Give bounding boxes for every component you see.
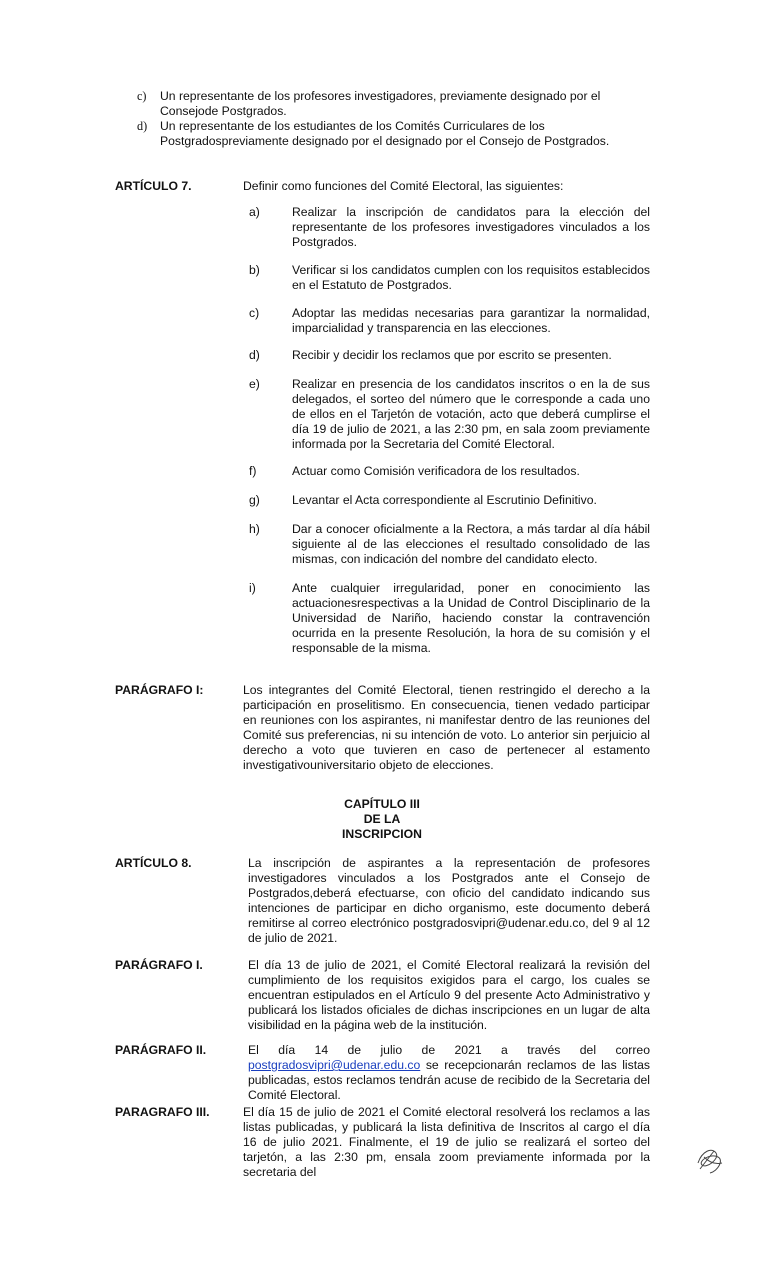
chapter-title: CAPÍTULO III <box>344 797 420 811</box>
list-item-text: Realizar la inscripción de candidatos para la elección del representante de los profesores investigadores vinculados a los Postgrados. <box>292 205 650 249</box>
article-7-label: ARTÍCULO 7. <box>115 179 192 193</box>
list-item-text: Verificar si los candidatos cumplen con los requisitos establecidos en el Estatuto de Postgrados. <box>292 263 650 292</box>
list-item-text: Actuar como Comisión verificadora de los resultados. <box>292 464 580 478</box>
signature-icon <box>694 1143 726 1177</box>
list-item-text: Un representante de los estudiantes de los Comités Curriculares de los Postgradospreviamente designado por el designado por el Consejo de Postgrados. <box>160 119 610 148</box>
paragrafo-i-label: PARÁGRAFO I: <box>115 683 204 697</box>
article-8-label: ARTÍCULO 8. <box>115 856 192 870</box>
list-marker: d) <box>137 119 148 133</box>
list-marker: f) <box>249 464 257 478</box>
list-item-text: Recibir y decidir los reclamos que por escrito se presenten. <box>292 348 612 362</box>
list-marker: c) <box>249 306 260 320</box>
article-7-intro: Definir como funciones del Comité Electoral, las siguientes: <box>243 179 564 193</box>
email-link[interactable]: postgradosvipri@udenar.edu.co <box>248 1058 421 1072</box>
paragrafo-i-text: Los integrantes del Comité Electoral, tienen restringido el derecho a la participación en proselitismo. En consecuencia, tienen vedado participar en reuniones con los aspirantes, ni manifestar dentro de las reuniones del Comité sus preferencias, ni su intención de voto. Lo anterior sin perjuicio al derecho a voto que tuvieren en caso de pertenecer al estamento investigativouniversitario objeto de elecciones. <box>243 683 650 772</box>
paragrafo-2-line1: El día 14 de julio de 2021 a través del correo <box>248 1043 650 1057</box>
list-marker: g) <box>249 493 260 507</box>
paragrafo-1-text: El día 13 de julio de 2021, el Comité Electoral realizará la revisión del cumplimiento de los requisitos exigidos para el cargo, los cuales se encuentran estipulados en el Artículo 9 del presente Acto Administrativo y publicará los listados oficiales de dichas inscripciones en un lugar de alta visibilidad en la página web de la institución. <box>248 958 650 1032</box>
article-8-text: La inscripción de aspirantes a la representación de profesores investigadores vinculados a los Postgrados ante el Consejo de Postgrados,deberá efectuarse, con oficio del candidato indicando sus intenciones de participar en dicho organismo, este documento deberá remitirse al correo electrónico postgradosvipri@udenar.edu.co, del 9 al 12 de julio de 2021. <box>248 856 650 945</box>
list-item-text: Adoptar las medidas necesarias para garantizar la normalidad, imparcialidad y transparencia en las elecciones. <box>292 306 650 335</box>
list-item-text: Ante cualquier irregularidad, poner en conocimiento las actuacionesrespectivas a la Unidad de Control Disciplinario de la Universidad de Nariño, haciendo constar la contravención ocurrida en la presente Resolución, la hora de su comisión y el responsable de la misma. <box>292 581 650 655</box>
list-marker: c) <box>137 89 147 103</box>
paragrafo-2-label: PARÁGRAFO II. <box>115 1043 207 1057</box>
paragrafo-2-rest: se recepcionarán reclamos de las listas publicadas, estos reclamos tendrán acuse de recibido de la Secretaria del Comité Electoral. <box>248 1058 650 1102</box>
paragrafo-2-text <box>248 1058 650 1103</box>
list-marker: b) <box>249 263 260 277</box>
list-item-text: Un representante de los profesores investigadores, previamente designado por el Consejode Postgrados. <box>160 89 601 118</box>
list-marker: a) <box>249 205 260 219</box>
list-marker: d) <box>249 348 260 362</box>
list-item-text: Realizar en presencia de los candidatos inscritos o en la de sus delegados, el sorteo del número que le corresponde a cada uno de ellos en el Tarjetón de votación, acto que deberá cumplirse el día 19 de julio de 2021, a las 2:30 pm, en sala zoom previamente informada por la Secretaria del Comité Electoral. <box>292 377 650 451</box>
list-marker: i) <box>249 581 256 595</box>
paragrafo-3-text: El día 15 de julio de 2021 el Comité electoral resolverá los reclamos a las listas publicadas, y publicará la lista definitiva de Inscritos al cargo el día 16 de julio 2021. Finalmente, el 19 de julio se realizará el sorteo del tarjetón, a las 2:30 pm, ensala zoom previamente informada por la secretaria del <box>243 1105 650 1179</box>
chapter-subtitle-2: INSCRIPCION <box>342 827 422 841</box>
paragrafo-3-label: PARAGRAFO III. <box>115 1105 210 1119</box>
list-marker: h) <box>249 522 260 536</box>
paragrafo-1-label: PARÁGRAFO I. <box>115 958 203 972</box>
chapter-subtitle-1: DE LA <box>363 812 401 826</box>
list-marker: e) <box>249 377 260 391</box>
list-item-text: Levantar el Acta correspondiente al Escrutinio Definitivo. <box>292 493 597 507</box>
list-item-text: Dar a conocer oficialmente a la Rectora, a más tardar al día hábil siguiente al de las elecciones el resultado consolidado de las mismas, con indicación del nombre del candidato electo. <box>292 522 650 566</box>
